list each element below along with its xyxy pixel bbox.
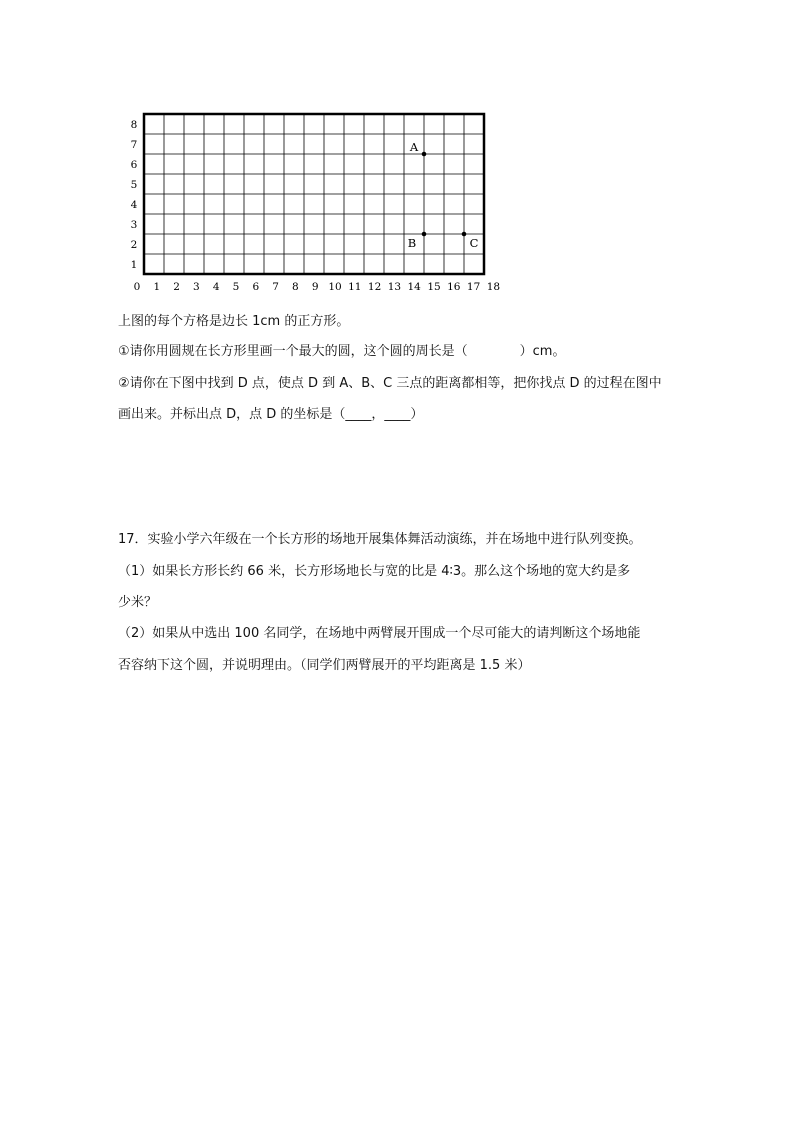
point-a-label: A xyxy=(409,140,419,154)
x-tick-label: 10 xyxy=(328,281,342,293)
y-tick-label: 2 xyxy=(130,239,138,251)
y-axis-labels xyxy=(131,119,138,271)
x-tick-label: 5 xyxy=(232,281,240,293)
coordinate-grid-figure xyxy=(118,104,501,300)
question-point-d: ②请你在下图中找到 D 点，使点 D 到 A、B、C 三点的距离都相等，把你找点 D 的过程在图中 xyxy=(118,376,662,391)
grid-description: 上图的每个方格是边长 1cm 的正方形。 xyxy=(118,314,350,329)
point-c-dot xyxy=(462,232,467,237)
y-tick-label: 6 xyxy=(130,159,138,171)
x-tick-label: 15 xyxy=(427,281,441,293)
grid-lines xyxy=(144,114,484,274)
x-tick-label: 8 xyxy=(292,281,299,293)
x-axis-labels xyxy=(134,281,500,293)
x-tick-label: 14 xyxy=(407,281,421,293)
y-tick-label: 4 xyxy=(130,199,138,211)
y-tick-label: 3 xyxy=(130,219,138,231)
y-tick-label: 5 xyxy=(130,179,138,191)
problem-17-part-2: （2）如果从中选出 100 名同学，在场地中两臂展开围成一个尽可能大的请判断这个场地能 xyxy=(118,626,641,641)
x-tick-label: 16 xyxy=(447,281,461,293)
point-b-label: B xyxy=(407,236,417,250)
x-tick-label: 18 xyxy=(486,281,501,293)
x-tick-label: 9 xyxy=(311,281,319,293)
x-tick-label: 0 xyxy=(133,281,141,293)
x-tick-label: 6 xyxy=(252,281,260,293)
x-tick-label: 13 xyxy=(387,281,402,293)
y-tick-label: 1 xyxy=(130,259,138,271)
point-c-label: C xyxy=(469,236,479,250)
problem-17-stem: 17．实验小学六年级在一个长方形的场地开展集体舞活动演练，并在场地中进行队列变换。 xyxy=(118,532,642,547)
points-layer xyxy=(406,140,480,250)
x-tick-label: 17 xyxy=(466,281,481,293)
y-tick-label: 8 xyxy=(130,119,138,131)
x-tick-label: 11 xyxy=(348,281,362,293)
question-circle-circumference: ①请你用圆规在长方形里画一个最大的圆，这个圆的周长是（ ）cm。 xyxy=(118,344,566,359)
problem-17-part-1: （1）如果长方形长约 66 米，长方形场地长与宽的比是 4∶3。那么这个场地的宽大约是多 xyxy=(118,564,631,579)
problem-17-part-1-continued: 少米？ xyxy=(118,595,158,610)
x-tick-label: 1 xyxy=(153,281,161,293)
x-tick-label: 7 xyxy=(272,281,279,293)
y-tick-label: 7 xyxy=(130,139,138,151)
problem-17-part-2-continued: 否容纳下这个圆，并说明理由。（同学们两臂展开的平均距离是 1.5 米） xyxy=(118,658,531,673)
question-point-d-continued: 画出来。并标出点 D，点 D 的坐标是（____，____） xyxy=(118,407,424,422)
point-a-dot xyxy=(422,152,427,157)
x-tick-label: 3 xyxy=(193,281,200,293)
point-b-dot xyxy=(422,232,427,237)
x-tick-label: 2 xyxy=(173,281,180,293)
x-tick-label: 12 xyxy=(367,281,382,293)
x-tick-label: 4 xyxy=(212,281,220,293)
